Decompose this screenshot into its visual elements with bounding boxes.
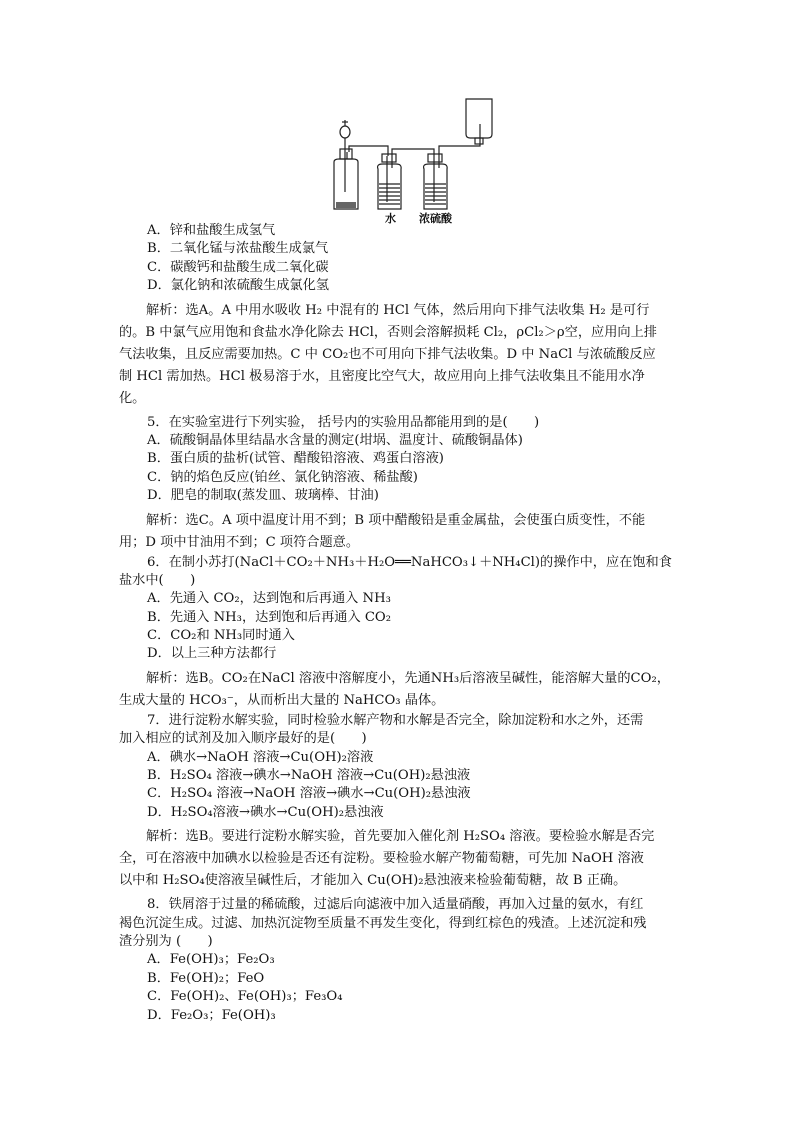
- apparatus-figure: [330, 94, 500, 224]
- q8-option-a: A．Fe(OH)₃；Fe₂O₃: [147, 952, 275, 968]
- q4-analysis-line: 化。: [119, 390, 146, 406]
- q5-analysis-line: 解析：选C。A 项中温度计用不到；B 项中醋酸铅是重金属盐，会使蛋白质变性，不能: [146, 512, 646, 528]
- q6-analysis-line: 生成大量的 HCO₃⁻，从而析出大量的 NaHCO₃ 晶体。: [119, 692, 445, 708]
- label-conc-sulfuric-acid: 浓硫酸: [419, 212, 452, 225]
- q8-stem-line: 8．铁屑溶于过量的稀硫酸，过滤后向滤液中加入适量硝酸，再加入过量的氨水，有红: [147, 897, 644, 913]
- q6-stem-line: 盐水中( ): [119, 572, 196, 588]
- q4-option-d: D．氯化钠和浓硫酸生成氯化氢: [147, 278, 330, 294]
- q4-option-c: C．碳酸钙和盐酸生成二氧化碳: [147, 259, 329, 275]
- q6-option-b: B．先通入 NH₃，达到饱和后再通入 CO₂: [147, 609, 392, 625]
- q7-option-d: D．H₂SO₄溶液→碘水→Cu(OH)₂悬浊液: [147, 804, 384, 820]
- q5-option-a: A．硫酸铜晶体里结晶水含量的测定(坩埚、温度计、硫酸铜晶体): [147, 432, 523, 448]
- gas-apparatus-diagram: [330, 94, 500, 224]
- q4-option-a: A．锌和盐酸生成氢气: [147, 223, 276, 238]
- label-water: 水: [385, 212, 396, 225]
- q6-option-c: C．CO₂和 NH₃同时通入: [147, 628, 295, 644]
- q7-analysis-line: 解析：选B。要进行淀粉水解实验，首先要加入催化剂 H₂SO₄ 溶液。要检验水解是否完: [146, 829, 655, 845]
- q7-option-c: C．H₂SO₄ 溶液→NaOH 溶液→碘水→Cu(OH)₂悬浊液: [147, 786, 471, 802]
- q4-analysis-line: 气法收集，且反应需要加热。C 中 CO₂也不可用向下排气法收集。D 中 NaCl 与浓硫酸反应: [119, 346, 656, 362]
- q5-option-c: C．钠的焰色反应(铂丝、氯化钠溶液、稀盐酸): [147, 469, 418, 485]
- question-text-block: [119, 222, 679, 1025]
- q8-stem-line: 渣分别为 ( ): [119, 933, 213, 949]
- q7-stem-line: 加入相应的试剂及加入顺序最好的是( ): [119, 731, 367, 747]
- q5-option-d: D．肥皂的制取(蒸发皿、玻璃棒、甘油): [147, 488, 379, 504]
- q7-analysis-line: 以中和 H₂SO₄使溶液呈碱性后，才能加入 Cu(OH)₂悬浊液来检验葡萄糖，故 B 正确。: [119, 873, 627, 889]
- q5-option-b: B．蛋白质的盐析(试管、醋酸铅溶液、鸡蛋白溶液): [147, 451, 444, 467]
- q6-analysis-line: 解析：选B。CO₂在NaCl 溶液中溶解度小，先通NH₃后溶液呈碱性，能溶解大量的CO₂，: [146, 670, 670, 686]
- question-8: [119, 896, 679, 1025]
- q8-option-b: B．Fe(OH)₂；FeO: [147, 970, 265, 986]
- q8-option-d: D．Fe₂O₃；Fe(OH)₃: [147, 1007, 276, 1023]
- q4-analysis: [119, 300, 679, 410]
- q7-stem-line: 7．进行淀粉水解实验，同时检验水解产物和水解是否完全，除加淀粉和水之外，还需: [147, 712, 644, 728]
- question-6: [119, 554, 679, 664]
- q6-stem-line: 6．在制小苏打(NaCl＋CO₂＋NH₃＋H₂O══NaHCO₃↓＋NH₄Cl)的操作中，应在饱和食: [147, 554, 672, 570]
- q4-options: [119, 222, 679, 296]
- question-5: [119, 414, 679, 506]
- q7-option-b: B．H₂SO₄ 溶液→碘水→NaOH 溶液→Cu(OH)₂悬浊液: [147, 768, 471, 784]
- q7-option-a: A．碘水→NaOH 溶液→Cu(OH)₂溶液: [147, 749, 374, 765]
- q5-stem: 5．在实验室进行下列实验， 括号内的实验用品都能用到的是( ): [147, 414, 540, 430]
- q4-analysis-line: 制 HCl 需加热。HCl 极易溶于水，且密度比空气大，故应用向上排气法收集且不能用水净: [119, 368, 645, 384]
- q4-analysis-line: 解析：选A。A 中用水吸收 H₂ 中混有的 HCl 气体，然后用向下排气法收集 H₂ 是可行: [146, 302, 650, 318]
- q6-analysis: [119, 668, 679, 712]
- q6-option-a: A．先通入 CO₂，达到饱和后再通入 NH₃: [147, 591, 391, 607]
- q7-analysis: [119, 826, 679, 892]
- question-7: [119, 712, 679, 822]
- q5-analysis: [119, 510, 679, 554]
- q4-option-b: B．二氧化锰与浓盐酸生成氯气: [147, 241, 329, 257]
- q5-analysis-line: 用；D 项中甘油用不到；C 项符合题意。: [119, 534, 360, 550]
- q6-option-d: D．以上三种方法都行: [147, 646, 277, 662]
- q4-analysis-line: 的。B 中氯气应用饱和食盐水净化除去 HCl，否则会溶解损耗 Cl₂，ρCl₂＞ρ空，应用向上排: [119, 324, 657, 340]
- q8-stem-line: 褐色沉淀生成。过滤、加热沉淀物至质量不再发生变化，得到红棕色的残渣。上述沉淀和残: [119, 915, 647, 931]
- q8-option-c: C．Fe(OH)₂、Fe(OH)₃；Fe₃O₄: [147, 989, 343, 1005]
- q7-analysis-line: 全，可在溶液中加碘水以检验是否还有淀粉。要检验水解产物葡萄糖，可先加 NaOH 溶液: [119, 851, 644, 867]
